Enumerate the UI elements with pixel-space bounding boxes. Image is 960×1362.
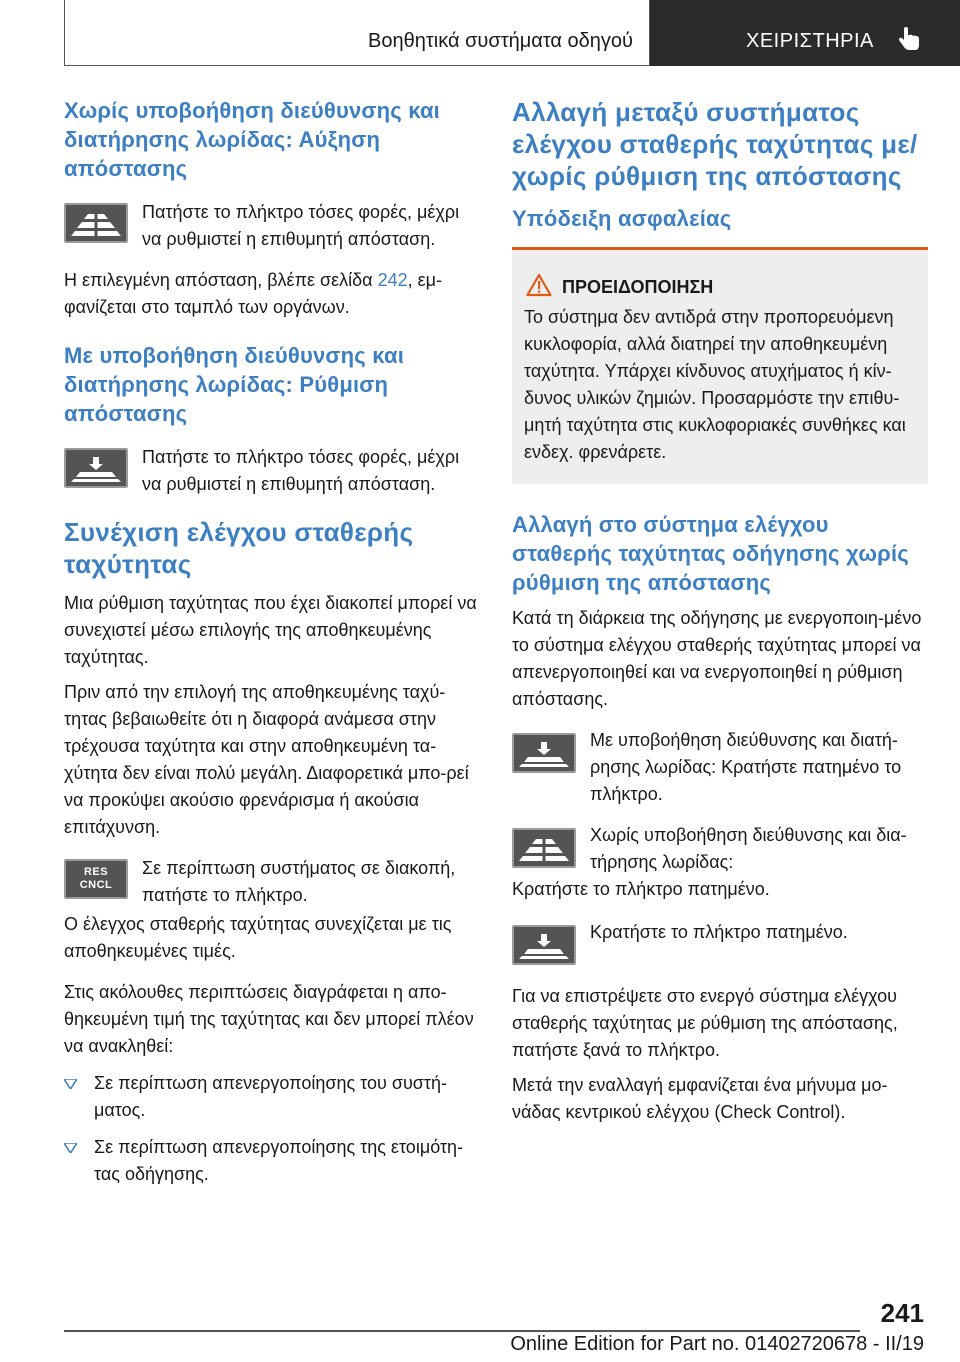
right-column xyxy=(512,96,928,1126)
key-text-without-assist: Χωρίς υποβοήθηση διεύθυνσης και δια‐τήρησης λωρίδας: xyxy=(590,825,907,872)
key-instruction-increase-distance xyxy=(64,199,480,253)
key-text-increase-distance: Πατήστε το πλήκτρο τόσες φορές, μέχρι να ρυθμιστεί η επιθυμητή απόσταση. xyxy=(142,202,460,249)
stored-value-cleared-paragraph: Στις ακόλουθες περιπτώσεις διαγράφεται η απο‐θηκευμένη τιμή της ταχύτητας και δεν μπορεί πλέον να ανακληθεί: xyxy=(64,982,474,1056)
left-column xyxy=(64,96,480,1188)
key-text-set-distance: Πατήστε το πλήκτρο τόσες φορές, μέχρι να ρυθμιστεί η επιθυμητή απόσταση. xyxy=(142,447,460,494)
distance-note-text-2: , εμ‐φανίζεται στο ταμπλό των οργάνων. xyxy=(64,270,443,317)
section-heading-switch-cruise: Αλλαγή μεταξύ συστήματος ελέγχου σταθερής ταχύτητας με/χωρίς ρύθμιση της απόστασης xyxy=(512,97,918,191)
warning-title xyxy=(524,276,916,298)
warning-text: Το σύστημα δεν αντιδρά στην προπορευόμενη κυκλοφορία, αλλά διατηρεί την αποθηκευμένη ταχύτητα. Υπάρχει κίνδυνος ατυχήματος ή κίν‐δυνος υλικών ζημιών. Προσαρμόστε την επιθυ‐μητή ταχύτητα στις κυκλοφοριακές συνθήκες και ενδεχ. φρενάρετε. xyxy=(524,307,906,462)
bullet-item xyxy=(64,1070,480,1124)
key-instruction-with-assist xyxy=(512,727,928,808)
key-text-resume: Σε περίπτωση συστήματος σε διακοπή, πατήστε το πλήκτρο. xyxy=(142,858,456,905)
hand-pointer-icon xyxy=(896,26,922,52)
key-text-with-assist: Με υποβοήθηση διεύθυνσης και διατή‐ρησης λωρίδας: Κρατήστε πατημένο το πλήκτρο. xyxy=(590,730,902,804)
key-instruction-set-distance xyxy=(64,444,480,498)
bullet-item xyxy=(64,1134,480,1188)
bullet-text: Σε περίπτωση απενεργοποίησης του συστή‐ματος. xyxy=(94,1073,448,1120)
bullet-text: Σε περίπτωση απενεργοποίησης της ετοιμότη‐τας οδήγησης. xyxy=(94,1137,464,1184)
chapter-title: Βοηθητικά συστήματα οδηγού xyxy=(368,30,633,52)
resume-continue-paragraph: Ο έλεγχος σταθερής ταχύτητας συνεχίζεται με τις αποθηκευμένες τιμές. xyxy=(64,914,452,961)
section-heading-set-distance: Με υποβοήθηση διεύθυνσης και διατήρησης λωρίδας: Ρύθμιση απόστασης xyxy=(64,343,405,426)
page-reference-link[interactable]: 242 xyxy=(377,270,408,290)
res-cncl-button-label: RES CNCL xyxy=(79,866,113,891)
triangle-bullet-icon xyxy=(64,1079,77,1089)
manual-section-label: ΧΕΙΡΙΣΤΗΡΙΑ xyxy=(746,30,874,52)
header-chapter-frame xyxy=(64,0,650,66)
manual-section-tab[interactable] xyxy=(650,0,960,66)
key-instruction-without-assist xyxy=(512,822,928,876)
distance-note-text-1: Η επιλεγμένη απόσταση, βλέπε σελίδα xyxy=(64,270,378,290)
assist-distance-button-icon xyxy=(64,448,128,488)
switch-intro-paragraph: Κατά τη διάρκεια της οδήγησης με ενεργοποιη‐μένο το σύστημα ελέγχου σταθερής ταχύτητας μπορεί να απενεργοποιηθεί και να ενεργοποιηθεί η ρύθμιση απόστασης. xyxy=(512,608,922,709)
key-text-hold: Κρατήστε το πλήκτρο πατημένο. xyxy=(590,922,848,942)
key-instruction-resume xyxy=(64,855,480,909)
assist-distance-button-icon xyxy=(512,733,576,773)
distance-display-note xyxy=(64,267,480,321)
key-instruction-hold xyxy=(512,919,928,973)
section-heading-resume-cruise: Συνέχιση ελέγχου σταθερής ταχύτητας xyxy=(64,517,414,579)
warning-triangle-icon xyxy=(526,273,552,297)
check-control-paragraph: Μετά την εναλλαγή εμφανίζεται ένα μήνυμα μο‐νάδας κεντρικού ελέγχου (Check Control). xyxy=(512,1075,888,1122)
triangle-bullet-icon xyxy=(64,1143,77,1153)
res-cncl-button-icon xyxy=(64,859,128,899)
distance-button-icon xyxy=(64,203,128,243)
assist-distance-button-icon xyxy=(512,925,576,965)
edition-footer: Online Edition for Part no. 01402720678 - II/19 xyxy=(510,1333,924,1355)
section-heading-increase-distance: Χωρίς υποβοήθηση διεύθυνσης και διατήρησης λωρίδας: Αύξηση απόστασης xyxy=(64,98,440,181)
return-paragraph: Για να επιστρέψετε στο ενεργό σύστημα ελέγχου σταθερής ταχύτητας με ρύθμιση της απόστασης, πατήστε ξανά το πλήκτρο. xyxy=(512,986,898,1060)
resume-intro-paragraph: Μια ρύθμιση ταχύτητας που έχει διακοπεί μπορεί να συνεχιστεί μέσω επιλογής της αποθηκευμένης ταχύτητας. xyxy=(64,593,477,667)
warning-label: ΠΡΟΕΙΔΟΠΟΙΗΣΗ xyxy=(562,277,714,297)
safety-note-heading: Υπόδειξη ασφαλείας xyxy=(512,206,732,231)
warning-box xyxy=(512,247,928,484)
distance-button-icon xyxy=(512,828,576,868)
footer-divider xyxy=(64,1330,860,1332)
resume-caution-paragraph: Πριν από την επιλογή της αποθηκευμένης ταχύ‐τητας βεβαιωθείτε ότι η διαφορά ανάμεσα στην τρέχουσα ταχύτητα και στην αποθηκευμένη τα‐χύτητα δεν είναι πολύ μεγάλη. Διαφορετικά μπο‐ρεί να προκύψει ακούσιο φρενάρισμα ή ακούσια επιτάχυνση. xyxy=(64,682,469,837)
page-number: 241 xyxy=(880,1298,924,1328)
section-heading-switch-without-distance: Αλλαγή στο σύστημα ελέγχου σταθερής ταχύτητας οδήγησης χωρίς ρύθμιση της απόστασης xyxy=(512,512,909,595)
hold-key-paragraph: Κρατήστε το πλήκτρο πατημένο. xyxy=(512,879,770,899)
